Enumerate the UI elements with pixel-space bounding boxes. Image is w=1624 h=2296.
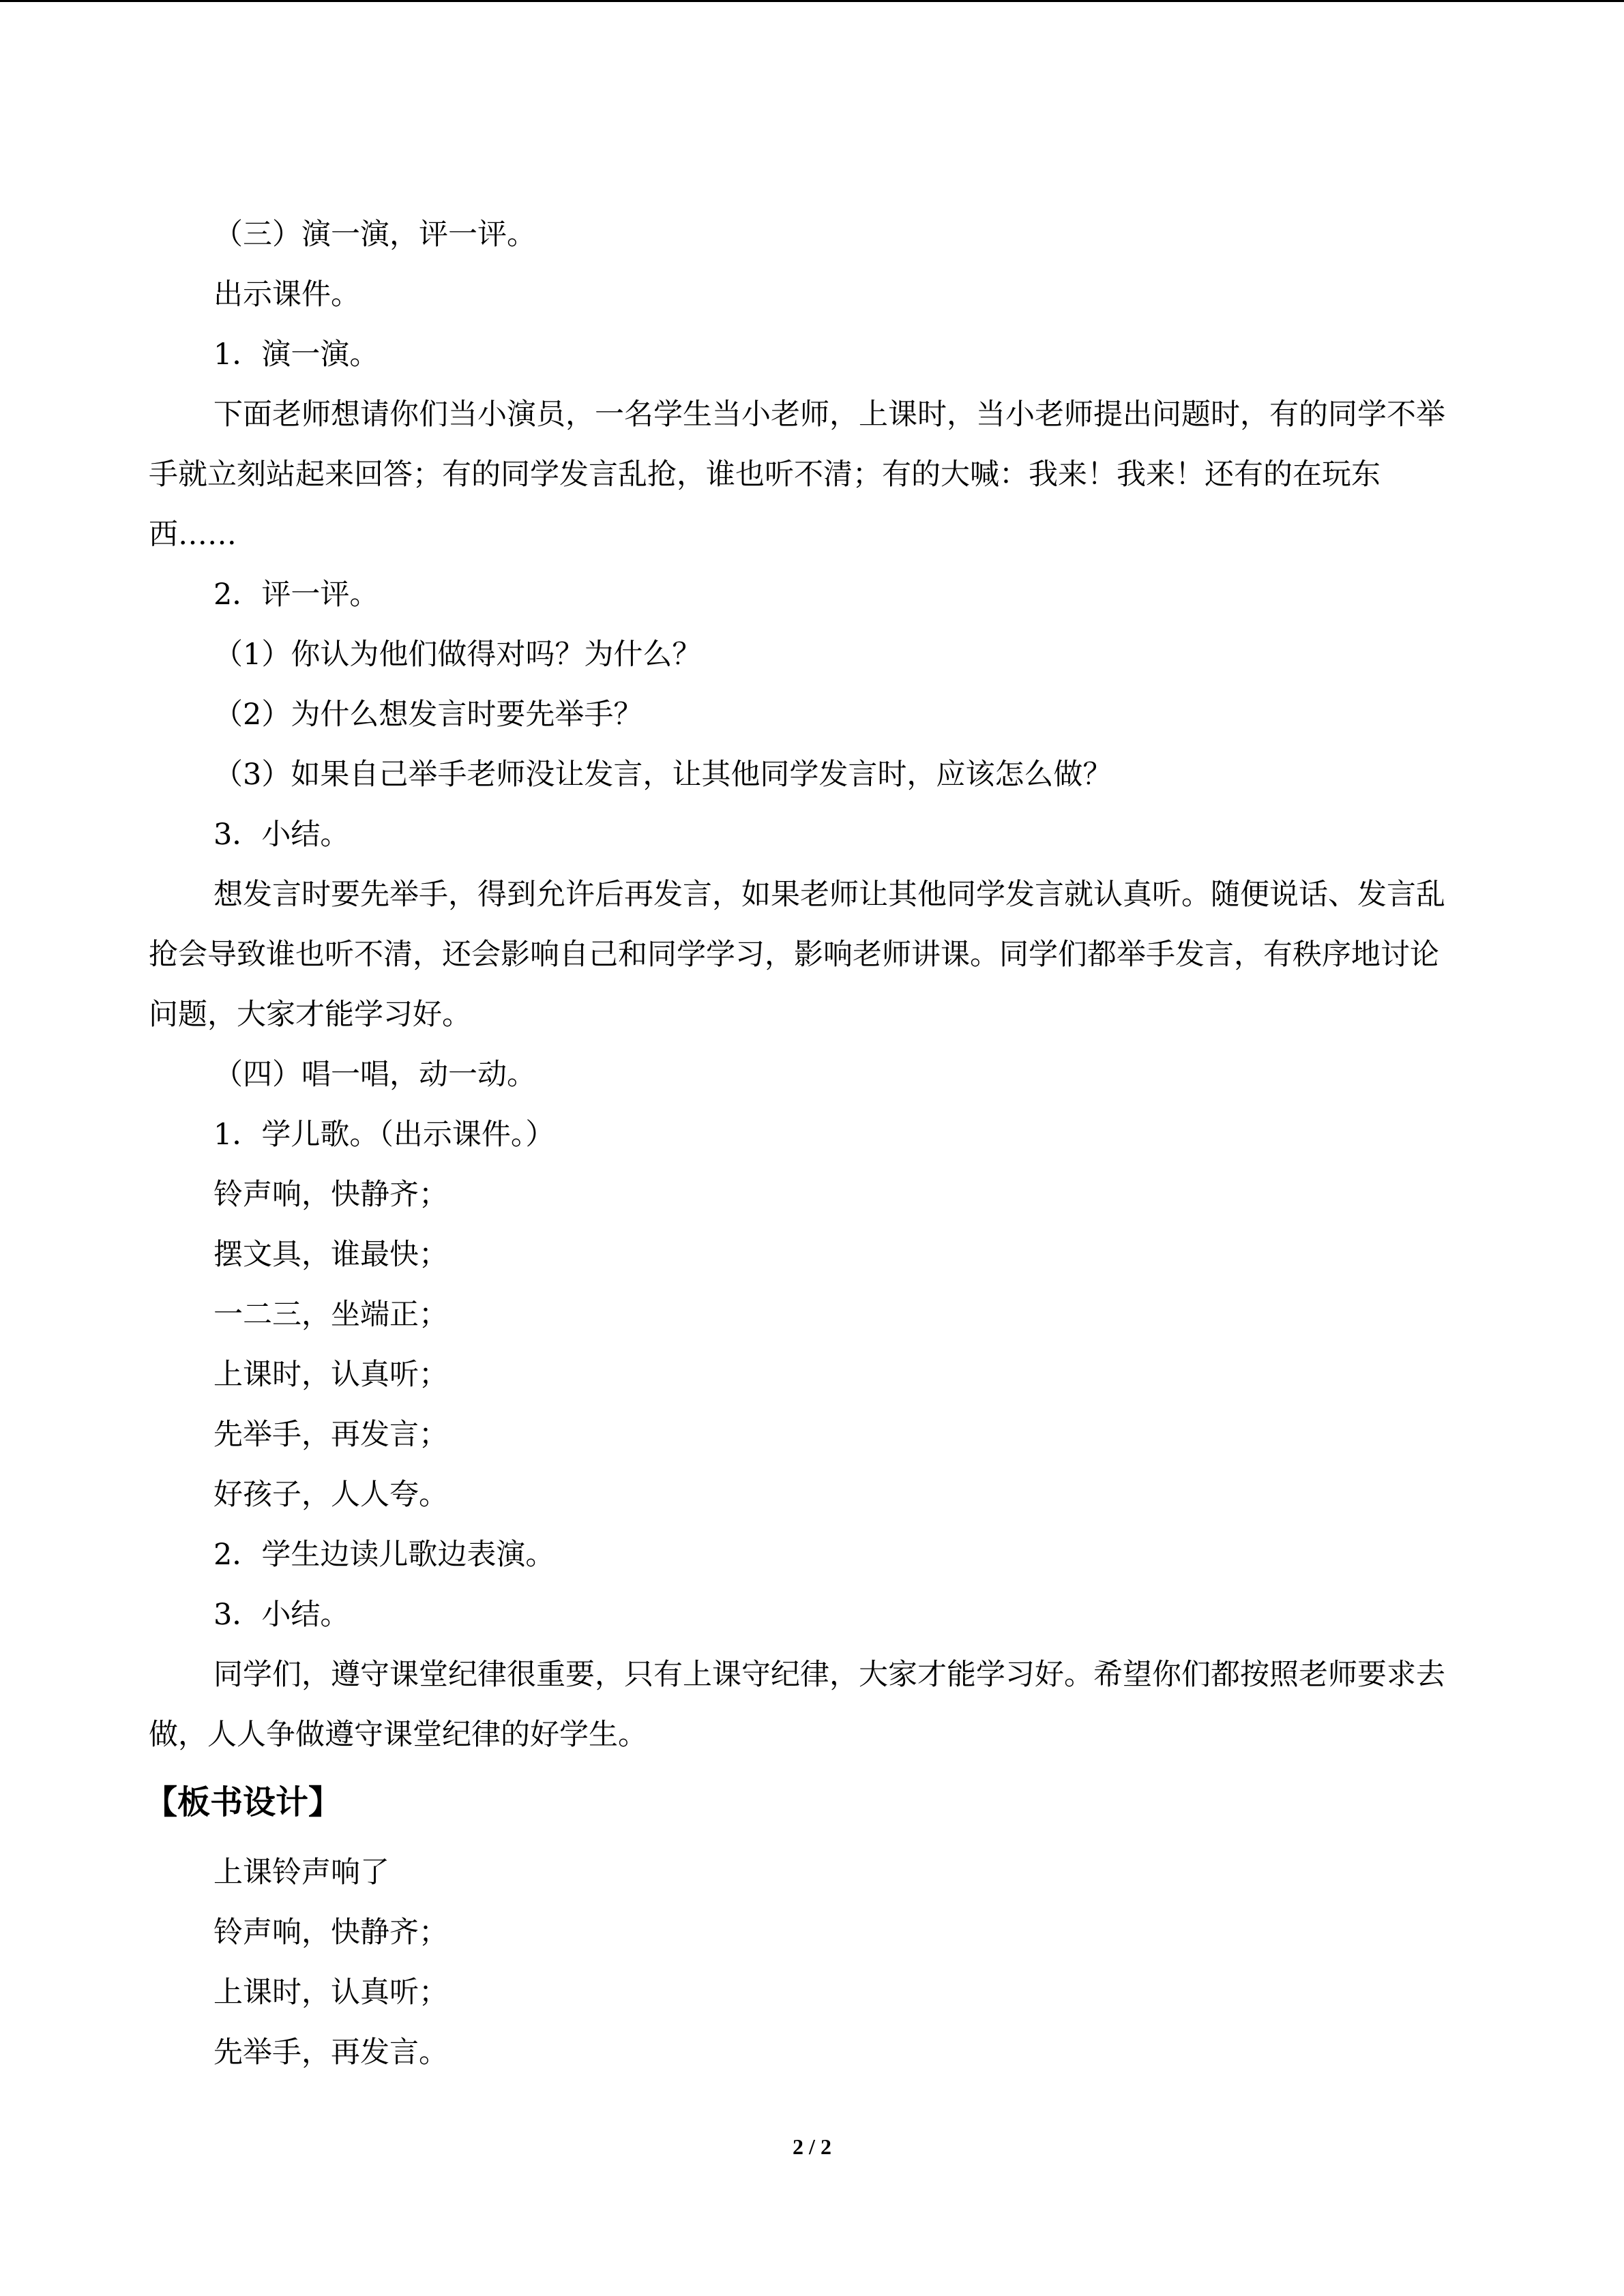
board-design-heading: 【板书设计】 <box>145 1783 342 1821</box>
section-heading-four: （四）唱一唱，动一动。 <box>213 1058 536 1092</box>
board-line: 上课时，认真听； <box>213 1976 448 2010</box>
question-item: （3）如果自己举手老师没让发言，让其他同学发言时，应该怎么做？ <box>213 758 1112 792</box>
list-item-perform: 2．学生边读儿歌边表演。 <box>213 1538 555 1572</box>
paragraph: 下面老师想请你们当小演员，一名学生当小老师，上课时，当小老师提出问题时，有的同学不举手就立刻站起来回答；有的同学发言乱抢，谁也听不清；有的大喊：我来！我来！还有的在玩东西…… <box>149 398 1445 552</box>
rhyme-line: 铃声响，快静齐； <box>213 1178 448 1212</box>
top-rule <box>0 0 1624 2</box>
board-line: 先举手，再发言。 <box>213 2036 448 2070</box>
page-number: 2 / 2 <box>793 2134 831 2159</box>
question-item: （1）你认为他们做得对吗？为什么？ <box>213 638 702 672</box>
rhyme-line: 一二三，坐端正； <box>213 1298 448 1332</box>
section-heading-three: （三）演一演，评一评。 <box>213 218 536 252</box>
list-item-evaluate: 2．评一评。 <box>213 578 379 612</box>
paragraph: 想发言时要先举手，得到允许后再发言，如果老师让其他同学发言就认真听。随便说话、发言乱抢会导致谁也听不清，还会影响自己和同学学习，影响老师讲课。同学们都举手发言，有秩序地讨论问题，大家才能学习好。 <box>149 878 1445 1032</box>
rhyme-line: 好孩子，人人夸。 <box>213 1478 448 1512</box>
rhyme-line: 先举手，再发言； <box>213 1418 448 1452</box>
list-item-act: 1．演一演。 <box>213 338 379 372</box>
rhyme-line: 上课时，认真听； <box>213 1358 448 1392</box>
paragraph: 出示课件。 <box>213 278 360 312</box>
list-item-summary: 3．小结。 <box>213 1598 350 1632</box>
rhyme-line: 摆文具，谁最快； <box>213 1238 448 1272</box>
board-line: 铃声响，快静齐； <box>213 1915 448 1950</box>
paragraph: 同学们，遵守课堂纪律很重要，只有上课守纪律，大家才能学习好。希望你们都按照老师要求去做，人人争做遵守课堂纪律的好学生。 <box>149 1658 1445 1752</box>
board-line: 上课铃声响了 <box>213 1855 389 1890</box>
question-item: （2）为什么想发言时要先举手？ <box>213 698 643 732</box>
document-body <box>145 205 1462 2083</box>
list-item-summary: 3．小结。 <box>213 818 350 852</box>
list-item-song: 1．学儿歌。（出示课件。） <box>213 1118 555 1152</box>
